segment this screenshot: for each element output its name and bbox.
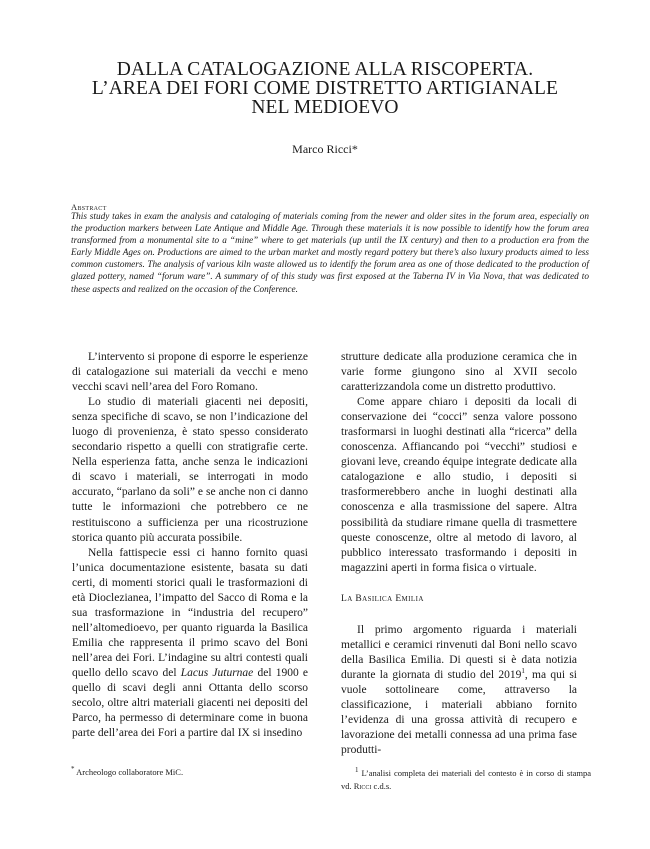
paragraph bbox=[341, 623, 577, 758]
paper-title bbox=[60, 60, 590, 117]
paragraph: strutture dedicate alla produzione ceramica che in varie forme giungono sino al XVII secolo caratterizzandola come un distretto produttivo. bbox=[341, 351, 577, 394]
footnote-author bbox=[71, 767, 183, 777]
abstract-text: This study takes in exam the analysis and cataloging of materials coming from the newer and older sites in the forum area, especially on the production markers between Late Antique and Middle Age. Through these materials it is now possible to identify how the forum area transformed from a monumental site to a “mine” where to get materials (up until the IX century) and then to a production era from the Early Middle Ages on. Productions are aimed to the urban market and mostly regard pottery but there’s also luxury products aimed to less common customers. The analysis of various kiln waste allowed us to identify the forum area as one of those dedicated to the production of glazed pottery, named “forum ware”. A summary of of this study was first exposed at the Taberna IV in Via Nova, that was dedicated to these aspects and realized on the occasion of the Conference. bbox=[71, 212, 589, 295]
footnote-1 bbox=[341, 767, 591, 792]
section-heading: La Basilica Emilia bbox=[341, 593, 424, 604]
title-line-2: L’AREA DEI FORI COME DISTRETTO ARTIGIANALE bbox=[91, 78, 559, 99]
paragraph-text: del 1900 e quello di scavi degli anni Ottanta dello scorso secolo, oltre altri materiali giacenti nei depositi del Parco, ha permesso di determinare come in buona parte dell’area dei Fori a partire dal IX si insedino bbox=[72, 666, 308, 740]
paragraph-text: Il primo argomento riguarda i materiali metallici e ceramici rinvenuti dal Boni nello scavo della Basilica Emilia. Di questi si è data notizia durante la giornata di studio del 2019 bbox=[341, 623, 577, 681]
paragraph-text: , ma qui si vuole sottolineare come, attraverso la classificazione, i materiali abbiano fornito l’evidenza di una grossa attività di recupero e lavorazione dei metalli connessa ad una prima fase produtti- bbox=[341, 668, 577, 757]
author-name: Marco Ricci* bbox=[292, 142, 358, 156]
footnote-text: Archeologo collaboratore MiC. bbox=[74, 767, 184, 777]
left-column bbox=[72, 350, 308, 741]
title-line-3: NEL MEDIOEVO bbox=[251, 97, 399, 118]
right-column bbox=[341, 350, 577, 758]
footnote-text: L’analisi completa dei materiali del contesto è in corso di stampa vd. bbox=[341, 768, 591, 791]
footnote-text: c.d.s. bbox=[371, 780, 392, 791]
paragraph bbox=[72, 546, 308, 742]
footnote-author-ref: Ricci bbox=[353, 780, 372, 791]
emphasis-lacus-juturnae: Lacus Juturnae bbox=[180, 666, 254, 679]
footnote-mark: * bbox=[71, 765, 75, 774]
title-line-1: DALLA CATALOGAZIONE ALLA RISCOPERTA. bbox=[116, 59, 534, 80]
footnote-mark: 1 bbox=[355, 766, 359, 775]
footnote-ref: 1 bbox=[521, 667, 525, 676]
paragraph-text: Nella fattispecie essi ci hanno fornito quasi l’unica documentazione esistente, basata su dati certi, di momenti storici quali le trasformazioni di età Dioclezianea, l’impatto del Sacco di Roma e la sua trasformazione in “industria del recupero” nell’altomedioevo, per quanto riguarda la Basilica Emilia che rappresenta il primo scavo del Boni nell’area dei Fori. L’indagine su altri contesti quali quello dello scavo del bbox=[72, 546, 308, 679]
paragraph: Lo studio di materiali giacenti nei depositi, senza specifiche di scavo, se non l’indicazione del luogo di provenienza, è stato spesso considerato secondario rispetto a quelli con stratigrafie certe. Nella esperienza fatta, anche senza le indicazioni di scavo i materiali, se interrogati in modo accurato, “parlano da soli” e se anche non ci danno tutte le informazioni che potrebbero ce ne restituiscono a sufficienza per una ricostruzione storica quanto più accurata possibile. bbox=[72, 396, 308, 544]
paragraph: Come appare chiaro i depositi da locali di conservazione dei “cocci” senza valore possono trasformarsi in luoghi destinati alla “ricerca” della conoscenza. Affiancando poi “vecchi” studiosi e giovani leve, creando équipe integrate dedicate alla catalogazione e allo studio, i depositi si trasformerebbero anche in luoghi destinati alla conoscenza e alla trasmissione del sapere. Altra possibilità da studiare rimane quella di trasmettere queste conoscenze, oltre al metodo di lavoro, al pubblico interessato trasformando i depositi in magazzini aperti in forma fisica o virtuale. bbox=[341, 396, 577, 574]
paragraph: L’intervento si propone di esporre le esperienze di catalogazione sui materiali da vecchi e meno vecchi scavi nell’area del Foro Romano. bbox=[72, 351, 308, 394]
abstract-label: Abstract bbox=[71, 202, 107, 212]
